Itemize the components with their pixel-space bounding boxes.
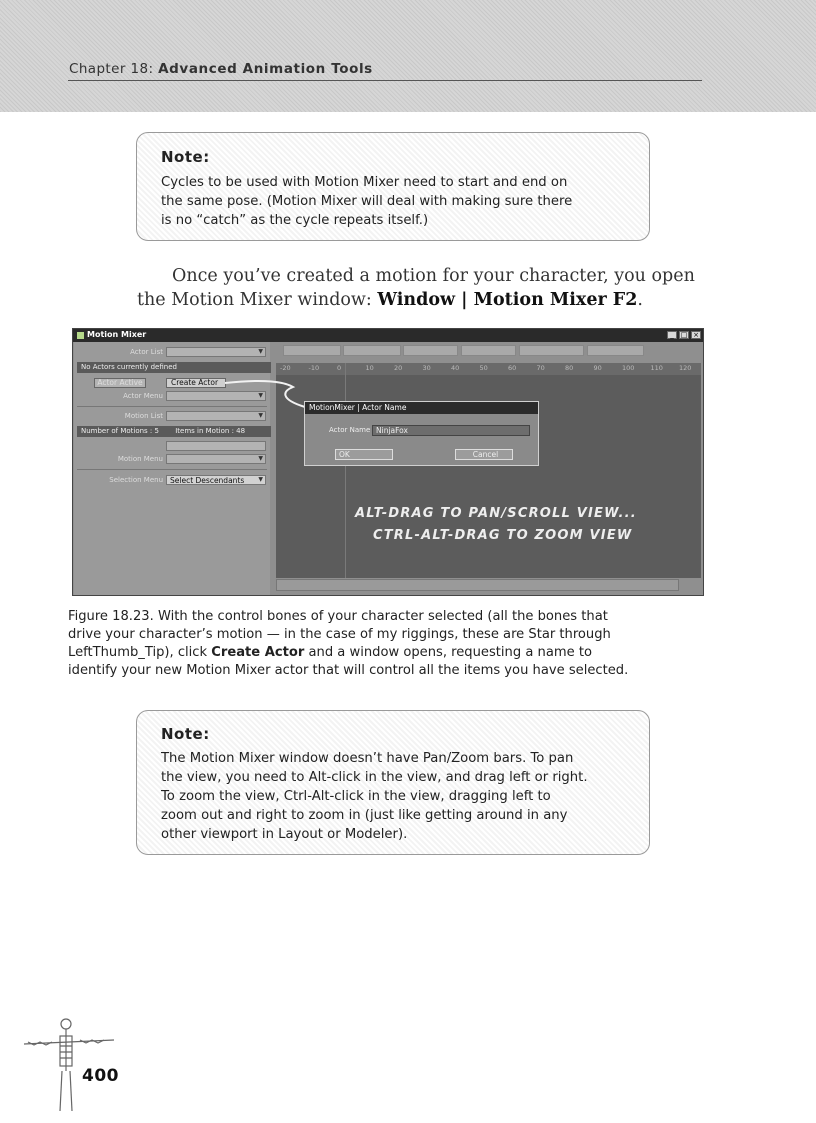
note-title: Note:: [161, 148, 210, 166]
selection-menu-value: Select Descendants: [170, 476, 245, 485]
ruler-tick: -20: [280, 364, 291, 372]
ok-button[interactable]: OK: [335, 449, 393, 460]
zero-frame-line: [345, 363, 346, 578]
note-box: [136, 132, 650, 241]
callout-arrow: [223, 377, 313, 417]
paragraph-end: .: [637, 290, 643, 310]
ruler-tick: 50: [479, 364, 488, 372]
chapter-title: Advanced Animation Tools: [158, 61, 373, 77]
caption-text: Figure 18.23. With the control bones of your character selected (all the bones that drive your character’s motion — in the case of my riggings, these are Star through LeftThumb_Tip), click: [68, 609, 611, 660]
page-number: 400: [82, 1066, 119, 1086]
panel-divider: [77, 469, 267, 470]
app-icon: [77, 332, 84, 339]
motion-field[interactable]: [166, 441, 266, 451]
chevron-down-icon: ▼: [258, 476, 263, 483]
timeline-area[interactable]: [276, 363, 701, 578]
timeline-ruler: [276, 363, 701, 375]
body-paragraph: [137, 264, 697, 312]
ruler-tick: 10: [365, 364, 374, 372]
caption-text-end: and a window opens, requesting a name to identify your new Motion Mixer actor that will control all the items you have selected.: [68, 645, 629, 678]
ruler-tick: 90: [593, 364, 602, 372]
note-box: [136, 710, 650, 855]
items-in-motion: Items in Motion : 48: [175, 427, 246, 435]
figure-caption: [68, 608, 748, 680]
menu-path: Window | Motion Mixer F2: [377, 290, 638, 310]
ruler-tick: 110: [650, 364, 663, 372]
motion-list-label: Motion List: [124, 412, 163, 420]
pan-hint: ALT-DRAG TO PAN/SCROLL VIEW...: [355, 506, 637, 521]
chevron-down-icon: ▼: [258, 455, 263, 462]
maximize-icon[interactable]: □: [680, 331, 688, 339]
note-text: The Motion Mixer window doesn’t have Pan/Zoom bars. To pan the view, you need to Alt-click in the view, and drag left or right. To zoom the view, Ctrl-Alt-click in the view, dragging left to zoom out and right to zoom in (just like getting around in any other viewport in Layout or Modeler).: [161, 751, 588, 842]
ruler-tick: 80: [565, 364, 574, 372]
ruler-tick: 30: [422, 364, 431, 372]
caption-bold: Create Actor: [211, 645, 305, 660]
ruler-tick: -10: [308, 364, 320, 372]
toolbar-button[interactable]: [343, 345, 401, 356]
motion-menu-label: Motion Menu: [117, 455, 163, 463]
window-titlebar: [73, 329, 704, 342]
page-header: [0, 0, 816, 112]
note-title: Note:: [161, 725, 210, 743]
toolbar-button[interactable]: [587, 345, 644, 356]
close-icon[interactable]: ×: [691, 331, 701, 339]
ruler-tick: 60: [508, 364, 517, 372]
minimize-icon[interactable]: _: [667, 331, 677, 339]
actor-list-label: Actor List: [130, 348, 163, 356]
window-title: Motion Mixer: [87, 330, 147, 339]
cancel-button[interactable]: Cancel: [455, 449, 513, 460]
actor-active-button[interactable]: Actor Active: [94, 378, 146, 388]
ruler-tick: 40: [451, 364, 460, 372]
window-controls: [667, 331, 701, 339]
header-divider: [68, 80, 702, 81]
ruler-tick: 120: [679, 364, 692, 372]
toolbar-button[interactable]: [283, 345, 341, 356]
actor-name-input[interactable]: NinjaFox: [372, 425, 530, 436]
motion-mixer-window: [72, 328, 704, 596]
toolbar-button[interactable]: [461, 345, 516, 356]
ruler-tick: 100: [622, 364, 635, 372]
chevron-down-icon: ▼: [258, 412, 263, 419]
dialog-title: MotionMixer | Actor Name: [305, 402, 538, 414]
chapter-prefix: Chapter 18:: [69, 61, 154, 77]
no-actors-message: No Actors currently defined: [77, 362, 271, 373]
ruler-tick: 70: [536, 364, 545, 372]
selection-menu-dropdown[interactable]: [166, 475, 266, 485]
create-actor-button[interactable]: Create Actor: [166, 378, 226, 388]
actor-list-dropdown[interactable]: [166, 347, 266, 357]
selection-menu-label: Selection Menu: [109, 476, 163, 484]
toolbar-button[interactable]: [519, 345, 584, 356]
chapter-heading: [69, 61, 373, 77]
horizontal-scrollbar[interactable]: [276, 579, 679, 591]
chevron-down-icon: ▼: [258, 348, 263, 355]
number-of-motions: Number of Motions : 5: [81, 427, 159, 435]
ruler-tick: 20: [394, 364, 403, 372]
zoom-hint: CTRL-ALT-DRAG TO ZOOM VIEW: [373, 528, 633, 543]
ruler-tick: 0: [337, 364, 342, 372]
actor-name-label: Actor Name: [329, 426, 371, 434]
paragraph-text: Once you’ve created a motion for your character, you open the Motion Mixer window:: [137, 266, 695, 310]
actor-name-dialog: [304, 401, 539, 466]
motion-menu-dropdown[interactable]: [166, 454, 266, 464]
toolbar-button[interactable]: [403, 345, 458, 356]
note-text: Cycles to be used with Motion Mixer need to start and end on the same pose. (Motion Mixer will deal with making sure there is no “catch” as the cycle repeats itself.): [161, 175, 573, 228]
chevron-down-icon: ▼: [258, 392, 263, 399]
motion-stats: [77, 426, 271, 437]
actor-menu-label: Actor Menu: [123, 392, 163, 400]
